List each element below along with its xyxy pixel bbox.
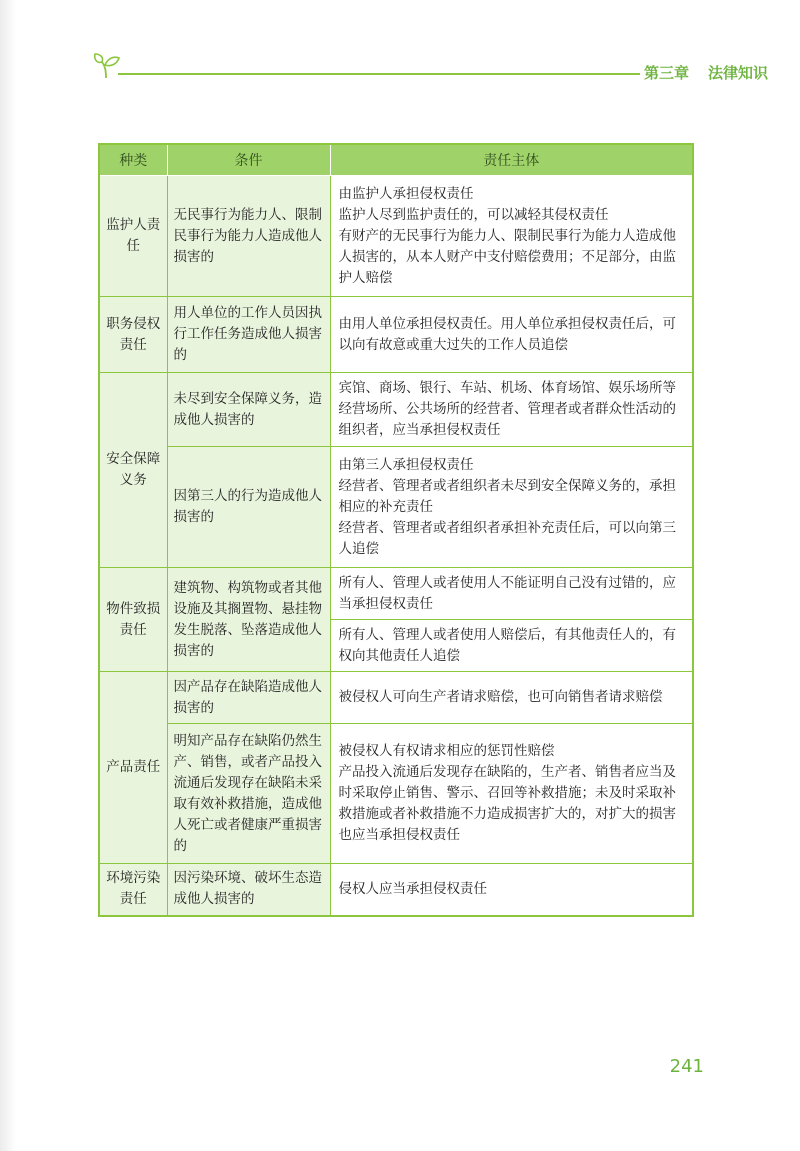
table-header-row — [99, 144, 693, 176]
responsibility-cell: 宾馆、商场、银行、车站、机场、体育场馆、娱乐场所等经营场所、公共场所的经营者、管理者或者群众性活动的组织者，应当承担侵权责任 — [330, 373, 693, 447]
condition-cell: 因第三人的行为造成他人损害的 — [167, 447, 330, 568]
responsibility-cell: 侵权人应当承担侵权责任 — [330, 864, 693, 916]
responsibility-cell: 所有人、管理人或者使用人赔偿后，有其他责任人的，有权向其他责任人追偿 — [330, 620, 693, 672]
type-cell: 物件致损责任 — [99, 568, 167, 672]
responsibility-cell — [330, 447, 693, 568]
type-cell: 环境污染责任 — [99, 864, 167, 916]
type-cell: 职务侵权责任 — [99, 297, 167, 373]
page-binding-shadow — [0, 0, 16, 1151]
table-row — [99, 568, 693, 620]
type-cell: 安全保障义务 — [99, 373, 167, 568]
condition-cell: 建筑物、构筑物或者其他设施及其搁置物、悬挂物发生脱落、坠落造成他人损害的 — [167, 568, 330, 672]
table-row — [99, 864, 693, 916]
responsibility-cell — [330, 724, 693, 864]
chapter-topic: 法律知识 — [708, 64, 769, 82]
type-cell: 产品责任 — [99, 672, 167, 864]
column-header-responsible: 责任主体 — [330, 144, 693, 176]
responsibility-line: 被侵权人有权请求相应的惩罚性赔偿 — [338, 743, 555, 759]
condition-cell: 明知产品存在缺陷仍然生产、销售，或者产品投入流通后发现存在缺陷未采取有效补救措施，造成他人死亡或者健康严重损害的 — [167, 724, 330, 864]
table-row — [99, 724, 693, 864]
header-rule — [118, 73, 640, 75]
responsibility-cell — [330, 176, 693, 297]
table-row — [99, 176, 693, 297]
column-header-type: 种类 — [99, 144, 167, 176]
condition-cell: 因产品存在缺陷造成他人损害的 — [167, 672, 330, 724]
responsibility-line: 由第三人承担侵权责任 — [338, 456, 474, 473]
responsibility-cell: 被侵权人可向生产者请求赔偿，也可向销售者请求赔偿 — [330, 672, 693, 724]
responsibility-line: 由监护人承担侵权责任 — [338, 185, 474, 202]
condition-cell: 用人单位的工作人员因执行工作任务造成他人损害的 — [167, 297, 330, 373]
table-row — [99, 447, 693, 568]
liability-table — [98, 143, 692, 917]
running-header — [92, 52, 769, 82]
responsibility-line: 有财产的无民事行为能力人、限制民事行为能力人造成他人损害的，从本人财产中支付赔偿费用；不足部分，由监护人赔偿 — [338, 227, 676, 286]
condition-cell: 因污染环境、破坏生态造成他人损害的 — [167, 864, 330, 916]
table-row — [99, 373, 693, 447]
responsibility-line: 经营者、管理者或者组织者承担补充责任后，可以向第三人追偿 — [338, 519, 676, 557]
responsibility-line: 监护人尽到监护责任的，可以减轻其侵权责任 — [338, 206, 609, 223]
responsibility-cell: 由用人单位承担侵权责任。用人单位承担侵权责任后，可以向有故意或重大过失的工作人员追偿 — [330, 297, 693, 373]
condition-cell: 未尽到安全保障义务，造成他人损害的 — [167, 373, 330, 447]
responsibility-cell: 所有人、管理人或者使用人不能证明自己没有过错的，应当承担侵权责任 — [330, 568, 693, 620]
chapter-label: 第三章 — [644, 64, 690, 82]
type-cell: 监护人责任 — [99, 176, 167, 297]
column-header-condition: 条件 — [167, 144, 330, 176]
responsibility-line: 经营者、管理者或者组织者未尽到安全保障义务的，承担相应的补充责任 — [338, 477, 676, 515]
page-number: 241 — [669, 1056, 704, 1077]
condition-cell: 无民事行为能力人、限制民事行为能力人造成他人损害的 — [167, 176, 330, 297]
table-row — [99, 297, 693, 373]
sprout-icon — [92, 52, 122, 80]
responsibility-line: 产品投入流通后发现存在缺陷的，生产者、销售者应当及时采取停止销售、警示、召回等补救措施；未及时采取补救措施或者补救措施不力造成损害扩大的，对扩大的损害也应当承担侵权责任 — [338, 764, 676, 843]
table-row — [99, 672, 693, 724]
